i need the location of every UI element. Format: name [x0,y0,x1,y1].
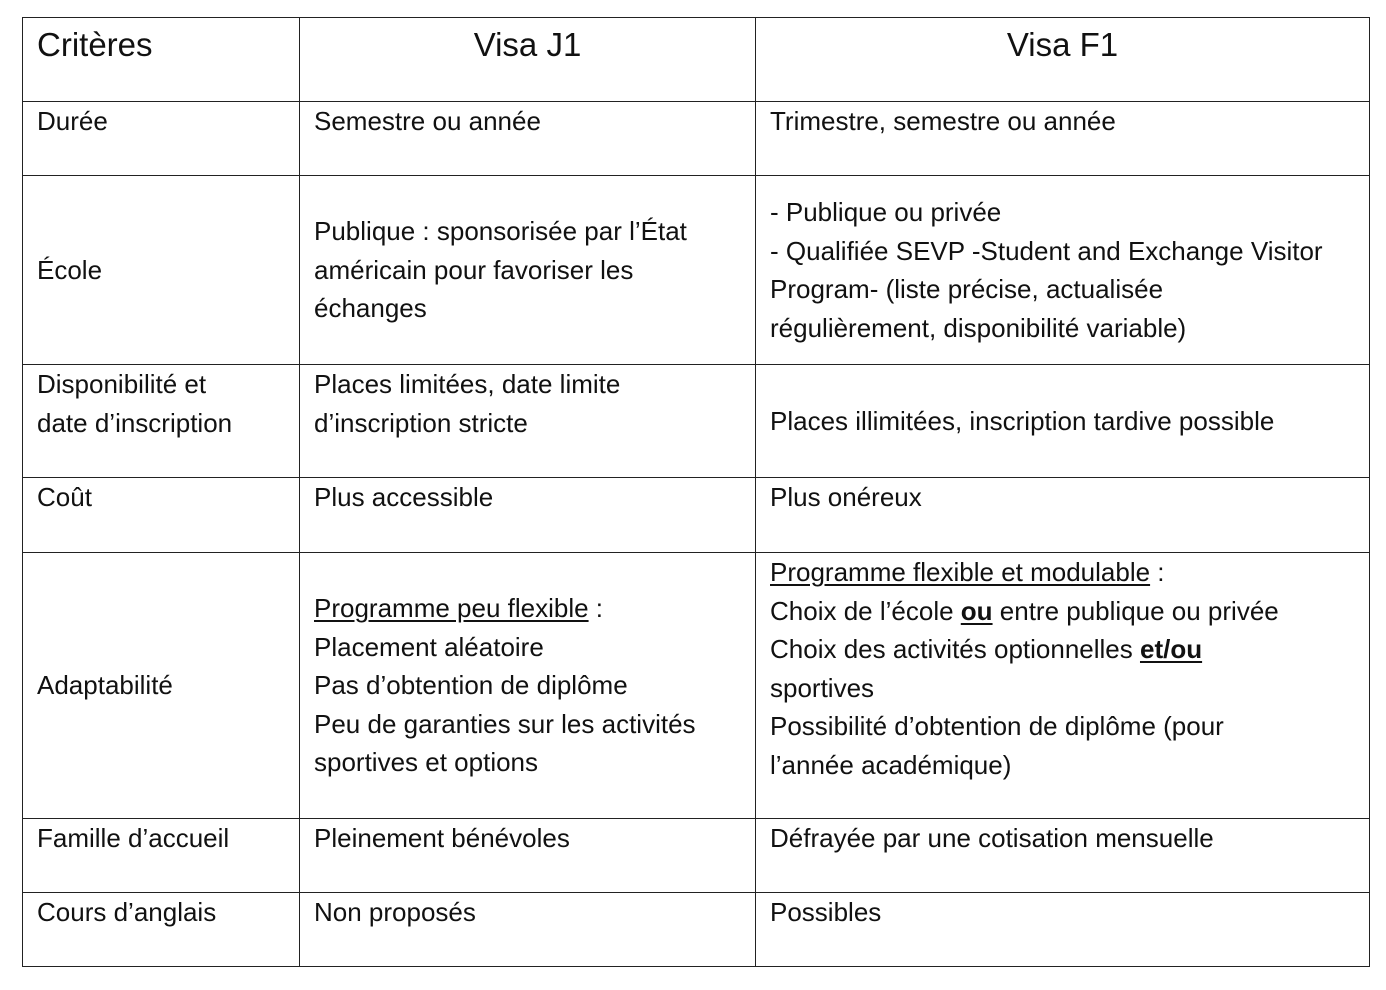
text-fragment: entre publique ou privée [992,595,1279,626]
cell-f1-famille: Défrayée par une cotisation mensuelle [756,819,1370,893]
text-line: - Publique ou privée [770,197,1002,227]
cell-j1-adaptabilite [300,553,756,819]
table-row-adaptabilite [23,553,1370,819]
header-row [23,18,1370,102]
cell-j1-duree: Semestre ou année [300,102,756,176]
text-fragment: Choix de l’école [770,595,961,626]
text-line: américain pour favoriser les [314,254,634,285]
table-row-cout [23,478,1370,553]
emphasis-ou: ou [960,595,993,626]
table-row-ecole [23,176,1370,365]
text-line [770,630,1355,669]
text-line: régulièrement, disponibilité variable) [770,312,1187,343]
text-line: Peu de garanties sur les activités [314,708,696,739]
cell-f1-duree: Trimestre, semestre ou année [756,102,1370,176]
cell-criteria-ecole: École [23,176,300,365]
text-line: échanges [314,293,427,324]
text-line: Program- (liste précise, actualisée [770,274,1164,304]
table-row-disponibilite [23,365,1370,478]
text-line [314,589,741,628]
cell-criteria-cout: Coût [23,478,300,553]
text-line: Places limitées, date limite [314,369,621,399]
text-line: sportives et options [314,747,539,778]
program-title-underlined: Programme peu flexible [314,593,589,624]
cell-j1-cours: Non proposés [300,893,756,967]
text-line: d’inscription stricte [314,407,528,438]
text-line: Possibilité d’obtention de diplôme (pour [770,711,1224,741]
header-criteria: Critères [23,18,300,102]
text-line: Publique : sponsorisée par l’État [314,216,687,247]
table-row-duree [23,102,1370,176]
title-suffix: : [588,593,604,624]
text-line: sportives [770,672,875,703]
table-row-cours [23,893,1370,967]
emphasis-et-ou: et/ou [1139,634,1203,664]
header-visa-f1: Visa F1 [756,18,1370,102]
cell-criteria-duree: Durée [23,102,300,176]
text-line: Pas d’obtention de diplôme [314,670,628,701]
cell-j1-cout: Plus accessible [300,478,756,553]
text-line: l’année académique) [770,749,1012,780]
cell-f1-ecole [756,176,1370,365]
text-fragment: Choix des activités optionnelles [770,634,1140,664]
cell-j1-famille: Pleinement bénévoles [300,819,756,893]
text-line: Disponibilité et [37,369,207,399]
cell-criteria-cours: Cours d’anglais [23,893,300,967]
text-line: Placement aléatoire [314,631,544,662]
comparison-table [22,17,1370,967]
cell-criteria-adaptabilite: Adaptabilité [23,553,300,819]
cell-f1-cout: Plus onéreux [756,478,1370,553]
cell-j1-ecole [300,176,756,365]
cell-criteria-famille: Famille d’accueil [23,819,300,893]
header-visa-j1: Visa J1 [300,18,756,102]
text-line [770,553,1355,592]
cell-f1-adaptabilite [756,553,1370,819]
table-row-famille [23,819,1370,893]
cell-criteria-disponibilite [23,365,300,478]
program-title-underlined: Programme flexible et modulable [770,557,1151,587]
title-suffix: : [1150,557,1165,587]
text-line [770,592,1355,631]
text-line: date d’inscription [37,407,233,438]
cell-f1-disponibilite: Places illimitées, inscription tardive possible [756,365,1370,478]
text-line: - Qualifiée SEVP -Student and Exchange Visitor [770,235,1323,266]
cell-j1-disponibilite [300,365,756,478]
cell-f1-cours: Possibles [756,893,1370,967]
